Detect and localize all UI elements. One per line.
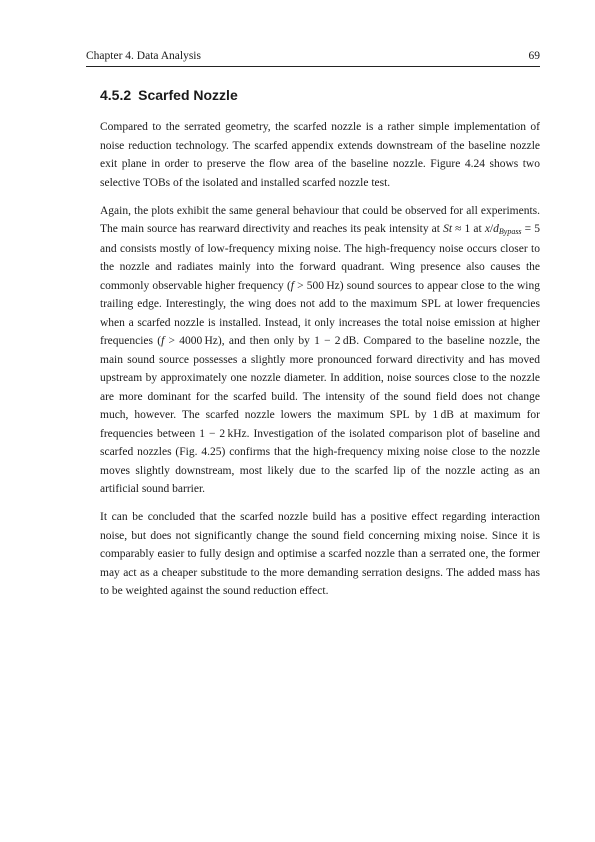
frequency-value-2: > 4000 Hz: [164, 335, 218, 347]
strouhal-symbol: St: [443, 223, 453, 235]
frequency-symbol-1: f: [290, 279, 294, 292]
paragraph-2-text-c: ) sound sources to appear close to the wing trailing edge. Interestingly, the wing does not add to the maximum SPL at lower frequencies when a scarfed nozzle is installed. Instead, it only increases the total noise emission at higher frequencies (: [100, 279, 540, 347]
chapter-title: Chapter 4. Data Analysis: [86, 50, 201, 62]
x-ratio-value: = 5: [521, 223, 540, 235]
paragraph-3: It can be concluded that the scarfed nozzle build has a positive effect regarding interaction noise, but does not significantly change the sound field concerning mixing noise. Since it is comparably easier to fully design and optimise a scarfed nozzle than a serrated one, the former may act as a cheaper substitude to the more demanding serration designs. The added mass has to be weighted against the sound reduction effect.: [100, 511, 540, 597]
section-title: Scarfed Nozzle: [138, 87, 238, 103]
running-header: [86, 48, 540, 67]
x-symbol: x: [484, 223, 490, 235]
paragraph-2-text-b: and consists mostly of low-frequency mixing noise. The high-frequency noise occurs closer to the nozzle and radiates mainly into the forward quadrant. Wing presence also causes the commonly observable higher frequency (: [100, 242, 540, 292]
paragraph-2-text-a: Again, the plots exhibit the same general behaviour that could be observed for all experiments. The main source has rearward directivity and reaches its peak intensity at: [100, 204, 540, 235]
d-symbol: d: [493, 223, 499, 235]
section-number: 4.5.2: [100, 87, 132, 103]
ratio-slash: /: [489, 223, 494, 235]
bypass-subscript: Bypass: [498, 227, 522, 236]
page-number: 69: [528, 50, 540, 62]
frequency-value-1: > 500 Hz: [294, 279, 340, 292]
paragraph-1: Compared to the serrated geometry, the scarfed nozzle is a rather simple implementation of noise reduction technology. The scarfed appendix extends downstream of the baseline nozzle exit plane in order to preserve the flow area of the baseline nozzle. Figure 4.24 shows two selective TOBs of the isolated and installed scarfed nozzle test.: [100, 121, 540, 189]
section-heading: [100, 86, 238, 104]
body-text: [100, 118, 540, 610]
paragraph-2: [100, 202, 540, 499]
frequency-symbol-2: f: [161, 335, 165, 347]
paragraph-2-text-d: ), and then only by 1 − 2 dB. Compared to the baseline nozzle, the main sound source possesses a slightly more pronounced forward directivity and has moved upstream by approximately one nozzle diameter. In addition, noise sources close to the nozzle are more dominant for the scarfed build. The intensity of the sound field does not change much, however. The scarfed nozzle lowers the maximum SPL by 1 dB at maximum for frequencies between 1 − 2 kHz. Investigation of the isolated comparison plot of baseline and scarfed nozzles (Fig. 4.25) confirms that the high-frequency mixing noise close to the nozzle moves slightly downstream, most likely due to the scarfed lip of the nozzle acting as an artificial sound barrier.: [100, 335, 540, 495]
strouhal-value: ≈ 1 at: [452, 223, 485, 235]
